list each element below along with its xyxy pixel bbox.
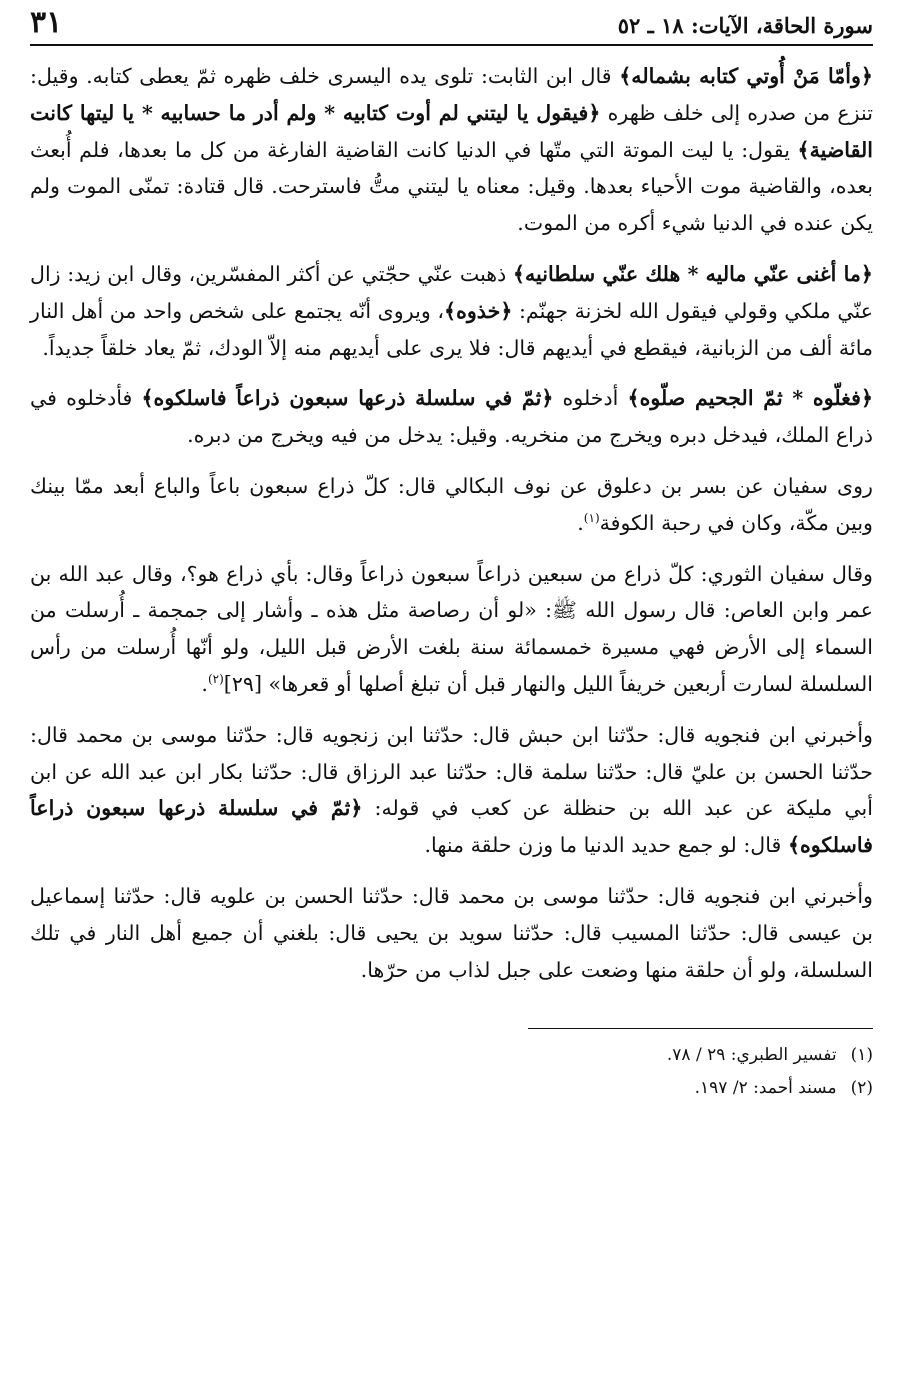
- header-title: سورة الحاقة، الآيات: ١٨ ـ ٥٢: [617, 13, 873, 38]
- paragraph: [30, 256, 873, 366]
- quran-verse: ﴿ما أغنى عنّي ماليه * هلك عنّي سلطانيه﴾: [512, 261, 873, 286]
- text-segment: .: [201, 671, 208, 696]
- footnote-separator: [528, 1028, 873, 1029]
- quran-verse: ﴿فيقول يا ليتني لم أوت كتابيه * ولم أدر ما حسابيه * يا ليتها كانت القاضية﴾: [30, 100, 873, 162]
- paragraph: [30, 468, 873, 542]
- paragraph: [30, 58, 873, 242]
- text-segment: فأدخلوه في ذراع الملك، فيدخل دبره ويخرج من منخريه. وقيل: يدخل من فيه ويخرج من دبره.: [30, 386, 873, 448]
- running-header: [30, 5, 873, 46]
- paragraph: [30, 556, 873, 703]
- text-segment: أدخلوه: [553, 386, 628, 411]
- footnote: [30, 1039, 873, 1072]
- quran-verse: ﴿ثمّ في سلسلة ذرعها سبعون ذراعاً فاسلكوه﴾: [30, 796, 873, 858]
- text-segment: يقول: يا ليت الموتة التي متّها في الدنيا كانت القاضية الفارغة من كل ما بعدها، فلم أُبعث بعده، والقاضية موت الأحياء بعدها. وقيل: معناه يا ليتني متُّ فاسترحت. قال قتادة: تمنّى الموت ولم يكن عنده في الدنيا شيء أكره من الموت.: [30, 137, 873, 236]
- text-segment: ، ويروى أنّه يجتمع على شخص واحد من أهل النار مائة ألف من الزبانية، فيقطع في أيديهم قال: فلا يرى على أيديهم منه إلاّ الودك، ثمّ يعاد خلقاً جديداً.: [30, 298, 873, 360]
- body-text: [30, 58, 873, 988]
- text-segment: روى سفيان عن بسر بن دعلوق عن نوف البكالي قال: كلّ ذراع سبعون باعاً والباع أبعد ممّا بينك وبين مكّة، وكان في رحبة الكوفة: [30, 473, 873, 535]
- quran-verse: ﴿وأمّا مَنْ أُوتي كتابه بشماله﴾: [619, 64, 873, 88]
- footnote-text: مسند أحمد: ٢/ ١٩٧.: [694, 1078, 837, 1099]
- quran-verse: ﴿خذوه﴾: [444, 298, 513, 323]
- footnote: [30, 1072, 873, 1105]
- page: [30, 5, 874, 1105]
- text-segment: وأخبرني ابن فنجويه قال: حدّثنا ابن حبش قال: حدّثنا ابن زنجويه قال: حدّثنا موسى بن محمد قال: حدّثنا الحسن بن عليّ قال: حدّثنا سلمة قال: حدّثنا عبد الرزاق قال: حدّثنا بكار ابن عبد الله عن ابن أبي مليكة عن عبد الله بن حنظلة عن كعب في قوله:: [30, 722, 874, 821]
- page-number: ٣١: [30, 5, 63, 40]
- text-segment: .: [577, 510, 584, 535]
- paragraph: [30, 717, 873, 864]
- text-segment: وأخبرني ابن فنجويه قال: حدّثنا موسى بن محمد قال: حدّثنا الحسن بن علويه قال: حدّثنا إسماعيل بن عيسى قال: حدّثنا المسيب قال: حدّثنا سويد بن يحيى قال: بلغني أن جميع أهل النار في تلك السلسلة، ولو أن حلقة منها وضعت على جبل لذاب من حرّها.: [30, 883, 873, 982]
- text-segment: قال ابن الثابت: تلوى يده اليسرى خلف ظهره ثمّ يعطى كتابه. وقيل: تنزع من صدره إلى خلف ظهره: [30, 64, 873, 125]
- footnote-separator-wrap: [30, 1002, 873, 1029]
- quran-verse: ﴿فغلّوه * ثمّ الجحيم صلّوه﴾: [627, 386, 874, 411]
- footnotes: [30, 1039, 873, 1105]
- text-segment: قال: لو جمع حديد الدنيا ما وزن حلقة منها.: [424, 833, 788, 858]
- paragraph: [30, 380, 873, 454]
- footnote-ref: (٢): [207, 672, 224, 687]
- text-segment: وقال سفيان الثوري: كلّ ذراع من سبعين ذراعاً سبعون ذراعاً وقال: بأي ذراع هو؟، وقال عبد الله بن عمر وابن العاص: قال رسول الله ﷺ: «لو أن رصاصة مثل هذه ـ وأشار إلى جمجمة ـ أُرسلت من السماء إلى الأرض فهي مسيرة خمسمائة سنة بلغت الأرض قبل الليل، ولو أنّها أُرسلت من رأس السلسلة لسارت أربعين خريفاً الليل والنهار قبل أن تبلغ أصلها أو قعرها» [٢٩]: [30, 561, 873, 696]
- footnote-number: (١): [850, 1045, 873, 1066]
- footnote-ref: (١): [583, 510, 600, 525]
- paragraph: [30, 878, 873, 988]
- text-segment: ذهبت عنّي حجّتي عن أكثر المفسّرين، وقال ابن زيد: زال عنّي ملكي وقولي فيقول الله لخزنة جهنّم:: [30, 261, 873, 323]
- footnote-number: (٢): [850, 1078, 873, 1099]
- footnote-text: تفسير الطبري: ٢٩ / ٧٨.: [666, 1045, 837, 1066]
- quran-verse: ﴿ثمّ في سلسلة ذرعها سبعون ذراعاً فاسلكوه﴾: [141, 386, 554, 411]
